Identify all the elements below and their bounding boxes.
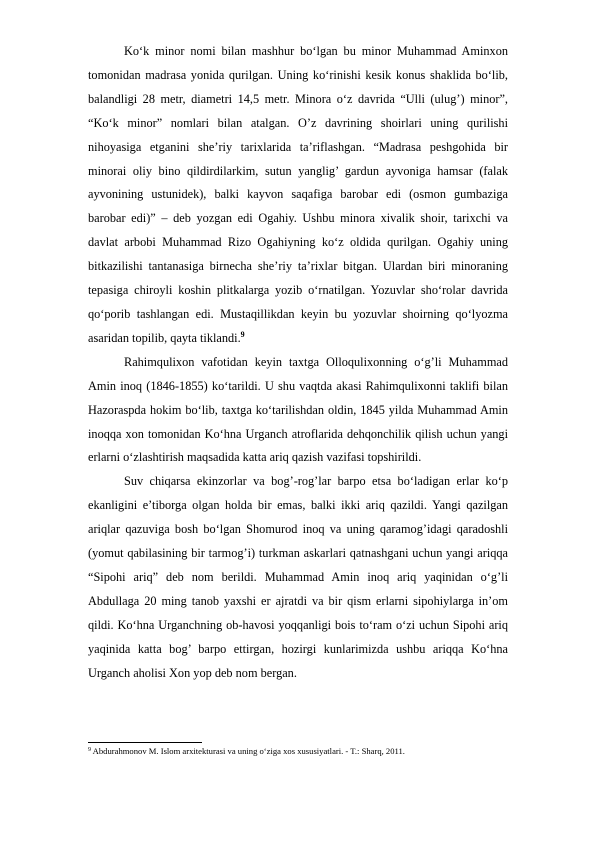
paragraph-sipohi-ariq (88, 470, 508, 685)
footnote-text: Abdurahmonov M. Islom arxitekturasi va uning o‘ziga xos xususiyatlari. - T.: Sharq, 2011. (91, 746, 405, 756)
main-text (88, 40, 508, 685)
footnote-divider (88, 742, 202, 743)
paragraph-text: Rahimqulixon vafotidan keyin taxtga Olloqulixonning o‘g’li Muhammad Amin inoq (1846-1855) ko‘tarildi. U shu vaqtda akasi Rahimqulixonni taklifi bilan Hazoraspda hokim bo‘lib, taxtga ko‘tarilishdan oldin, 1845 yilda Muhammad Amin inoqqa xon tomonidan Ko‘hna Urganch atroflarida dehqonchilik qilish uchun yangi erlarni o‘zlashtirish maqsadida katta ariq qazish vazifasi topshirildi. (88, 354, 508, 465)
paragraph-muhammad-amin (88, 351, 508, 471)
footnote-reference[interactable]: 9 (240, 329, 245, 339)
footnote (88, 746, 528, 757)
paragraph-kok-minor (88, 40, 508, 351)
paragraph-text: Suv chiqarsa ekinzorlar va bog’-rog’lar barpo etsa bo‘ladigan erlar ko‘p ekanligini e’tiborga olgan holda bir emas, balki ikki ariq qazildi. Yangi qazilgan ariqlar qazuviga bosh bo‘lgan Shomurod inoq va uning qaramog’idagi qaradoshli (yomut qabilasining bir tarmog’i) turkman askarlari qatnashgani uchun yangi ariqqa “Sipohi ariq” deb nom berildi. Muhammad Amin inoq ariq yaqinidan o‘g’li Abdullaga 20 ming tanob yaxshi er ajratdi va bir qism erlarni sipohiylarga in’om qildi. Ko‘hna Urganchning ob-havosi yoqqanligi bois to‘ram o‘zi uchun Sipohi ariq yaqinida katta bog’ barpo ettirgan, hozirgi kunlarimizda ushbu ariqqa Ko‘hna Urganch aholisi Xon yop deb nom bergan. (88, 474, 508, 680)
paragraph-text: Ko‘k minor nomi bilan mashhur bo‘lgan bu minor Muhammad Aminxon tomonidan madrasa yonida qurilgan. Uning ko‘rinishi kesik konus shaklida bo‘lib, balandligi 28 metr, diametri 14,5 metr. Minora o‘z davrida “Ulli (ulug’) minor”, “Ko‘k minor” nomlari bilan atalgan. O’z davrining shoirlari uning qurilishi nihoyasiga etganini she’riy tarixlarida ta’riflashgan. “Madrasa peshgohida bir minorai oliy bino qildirdilarkim, sutun yanglig’ gardun ayvoniga hamsar (falak ayvonining ustunidek), balki kayvon saqafiga barobar edi (osmon gumbaziga barobar edi)” – deb yozgan edi Ogahiy. Ushbu minora xivalik shoir, tarixchi va davlat arbobi Muhammad Rizo Ogahiyning ko‘z oldida qurilgan. Ogahiy uning bitkazilishi tantanasiga birnecha she’riy ta’rixlar bitgan. Ulardan biri minoraning tepasiga chiroyli koshin plitkalarga yozib o‘rnatilgan. Yozuvlar sho‘rolar davrida qo‘porib tashlangan edi. Mustaqillikdan keyin bu yozuvlar shoirning qo‘lyozma asaridan topilib, qayta tiklandi. (88, 44, 508, 345)
footnote-number: 9 (88, 747, 91, 753)
